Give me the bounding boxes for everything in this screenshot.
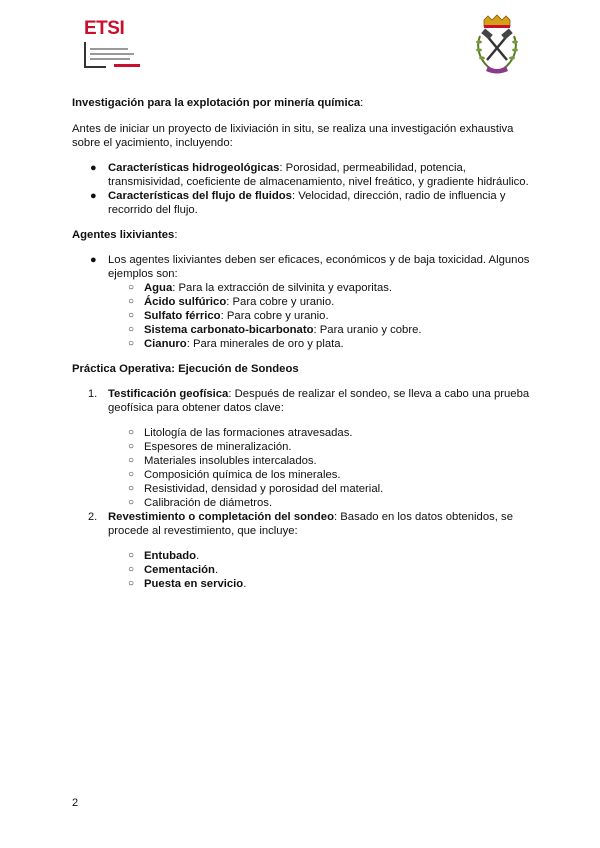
list-item: 2. Revestimiento o completación del sondeo: Basado en los datos obtenidos, se procede al revestimiento, que incluye: — [88, 511, 513, 537]
list-item: 1. Testificación geofísica: Después de realizar el sondeo, se lleva a cabo una prueba geofísica para obtener datos clave: — [88, 388, 530, 414]
list-item: ○ Sistema carbonato-bicarbonato: Para uranio y cobre. — [128, 324, 422, 336]
sub-list — [72, 426, 532, 510]
list-item: ● Características del flujo de fluidos: Velocidad, dirección, radio de influencia y recorrido del flujo. — [90, 190, 506, 216]
section-title: Práctica Operativa: Ejecución de Sondeos — [72, 363, 299, 375]
sub-list — [72, 549, 532, 591]
list-item: ○ Litología de las formaciones atravesadas. — [128, 427, 353, 439]
list-item: ○ Agua: Para la extracción de silvinita y evaporitas. — [128, 282, 393, 294]
paragraph: Antes de iniciar un proyecto de lixiviación in situ, se realiza una investigación exhaustiva sobre el yacimiento, incluyendo: — [72, 123, 514, 149]
numbered-list — [72, 510, 532, 538]
list-item: ○ Puesta en servicio. — [128, 578, 247, 590]
list-item: ○ Materiales insolubles intercalados. — [128, 455, 317, 467]
section-title: Agentes lixiviantes: — [72, 229, 178, 241]
sub-list — [72, 281, 532, 351]
section-title: Investigación para la explotación por minería química: — [72, 97, 364, 109]
etsi-logo-text: ETSI — [84, 18, 125, 39]
coat-of-arms-icon — [470, 14, 524, 76]
list-item: ○ Resistividad, densidad y porosidad del material. — [128, 483, 384, 495]
etsi-logo — [84, 18, 144, 74]
list-item: ○ Espesores de mineralización. — [128, 441, 292, 453]
list-item: ● Los agentes lixiviantes deben ser eficaces, económicos y de baja toxicidad. Algunos ejemplos son: — [90, 254, 530, 280]
list-item: ○ Cementación. — [128, 564, 219, 576]
list-item: ○ Ácido sulfúrico: Para cobre y uranio. — [128, 296, 335, 308]
list-item: ○ Composición química de los minerales. — [128, 469, 341, 481]
page-number: 2 — [72, 797, 79, 809]
list-item: ○ Entubado. — [128, 550, 200, 562]
list-item: ○ Calibración de diámetros. — [128, 497, 273, 509]
list-item: ○ Cianuro: Para minerales de oro y plata. — [128, 338, 344, 350]
numbered-list — [72, 387, 532, 415]
bullet-list — [72, 253, 532, 281]
list-item: ○ Sulfato férrico: Para cobre y uranio. — [128, 310, 329, 322]
document-body — [72, 96, 532, 591]
bullet-list — [72, 161, 532, 217]
list-item: ● Características hidrogeológicas: Porosidad, permeabilidad, potencia, transmisividad, coeficiente de almacenamiento, nivel freático, y gradiente hidráulico. — [90, 162, 529, 188]
